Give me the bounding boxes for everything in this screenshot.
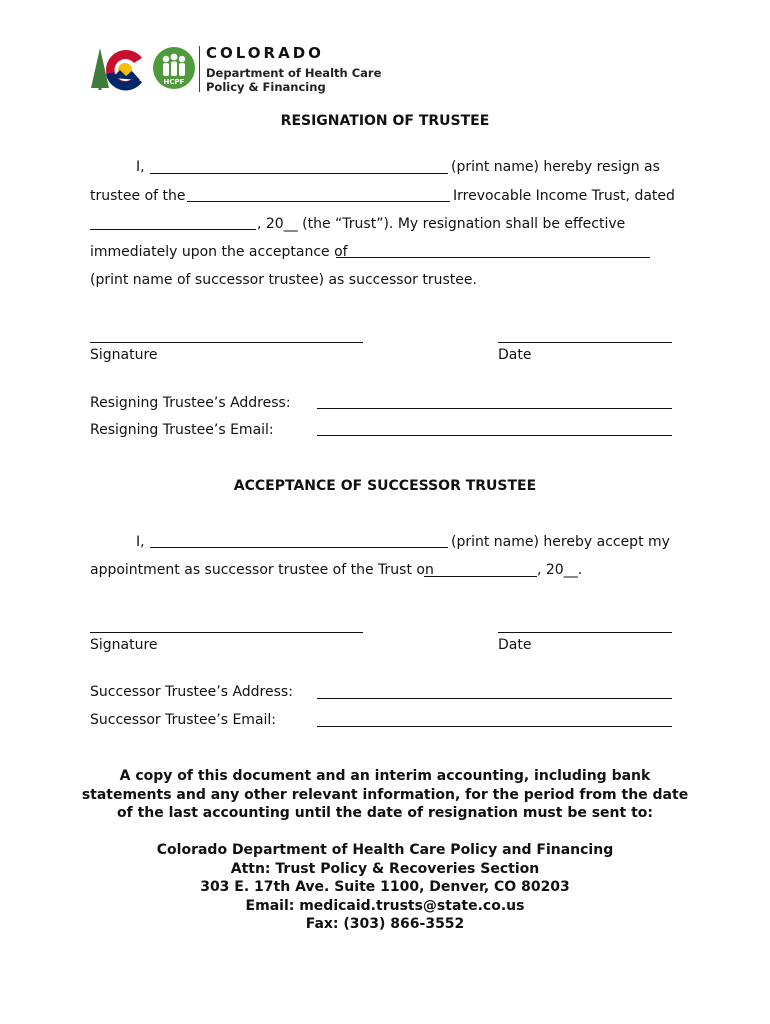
resign-signature-line[interactable] [90,342,363,343]
contact-org: Colorado Department of Health Care Policy and Financing [156,842,614,858]
resigning-address-field[interactable] [317,408,672,409]
successor-email-label: Successor Trustee’s Email: [90,712,277,728]
resignation-title: RESIGNATION OF TRUSTEE [280,113,490,129]
appointment-text: appointment as successor trustee of the Trust on [90,562,434,578]
trust-name-field[interactable] [187,201,450,202]
resigning-email-label: Resigning Trustee’s Email: [90,422,274,438]
successor-address-label: Successor Trustee’s Address: [90,684,293,700]
logo-subtitle-line2: Policy & Financing [206,80,326,94]
accept-date-label: Date [498,637,532,653]
acceptance-title: ACCEPTANCE OF SUCCESSOR TRUSTEE [233,478,537,494]
resign-date-label: Date [498,347,532,363]
colorado-c-logo-icon [90,44,150,94]
resign-print-name-text: (print name) hereby resign as [451,159,660,175]
contact-email: Email: medicaid.trusts@state.co.us [245,897,525,914]
hcpf-badge [152,44,196,92]
notice-line-1: A copy of this document and an interim accounting, including bank [119,768,651,784]
resign-i-label: I, [136,159,145,175]
successor-print-name-field[interactable] [150,547,448,548]
irrevocable-trust-text: Irrevocable Income Trust, dated [453,188,675,204]
resigning-address-label: Resigning Trustee’s Address: [90,395,291,411]
contact-block [0,841,770,934]
successor-email-field[interactable] [317,726,672,727]
resign-date-line[interactable] [498,342,672,343]
successor-address-field[interactable] [317,698,672,699]
hcpf-badge-text: HCPF [163,78,185,86]
print-successor-text: (print name of successor trustee) as successor trustee. [90,272,477,288]
notice-line-2: statements and any other relevant information, for the period from the date [81,786,689,803]
contact-attn: Attn: Trust Policy & Recoveries Section [230,860,540,877]
contact-address: 303 E. 17th Ave. Suite 1100, Denver, CO 80203 [200,879,570,895]
colorado-logo [90,44,150,94]
notice-line-3: of the last accounting until the date of resignation must be sent to: [117,805,653,821]
appointment-date-field[interactable] [424,576,537,577]
accept-date-line[interactable] [498,632,672,633]
trustee-of-the-label: trustee of the [90,188,186,204]
accept-print-name-text: (print name) hereby accept my [451,534,670,550]
trust-date-field[interactable] [90,229,256,230]
accept-signature-label: Signature [90,637,158,653]
appointment-year-text: , 20__. [537,562,583,578]
successor-trustee-name-field[interactable] [336,257,650,258]
year-trust-text: , 20__ (the “Trust”). My resignation shall be effective [257,216,626,232]
notice-block [0,767,770,823]
accept-signature-line[interactable] [90,632,363,633]
immediately-upon-text: immediately upon the acceptance of [90,244,348,260]
contact-fax: Fax: (303) 866-3552 [305,916,465,932]
resigning-email-field[interactable] [317,435,672,436]
resigning-trustee-name-field[interactable] [150,173,448,174]
logo-title: COLORADO [206,44,324,62]
resign-signature-label: Signature [90,347,158,363]
accept-i-label: I, [136,534,145,550]
logo-divider [199,46,200,92]
logo-subtitle-line1: Department of Health Care [206,66,382,80]
